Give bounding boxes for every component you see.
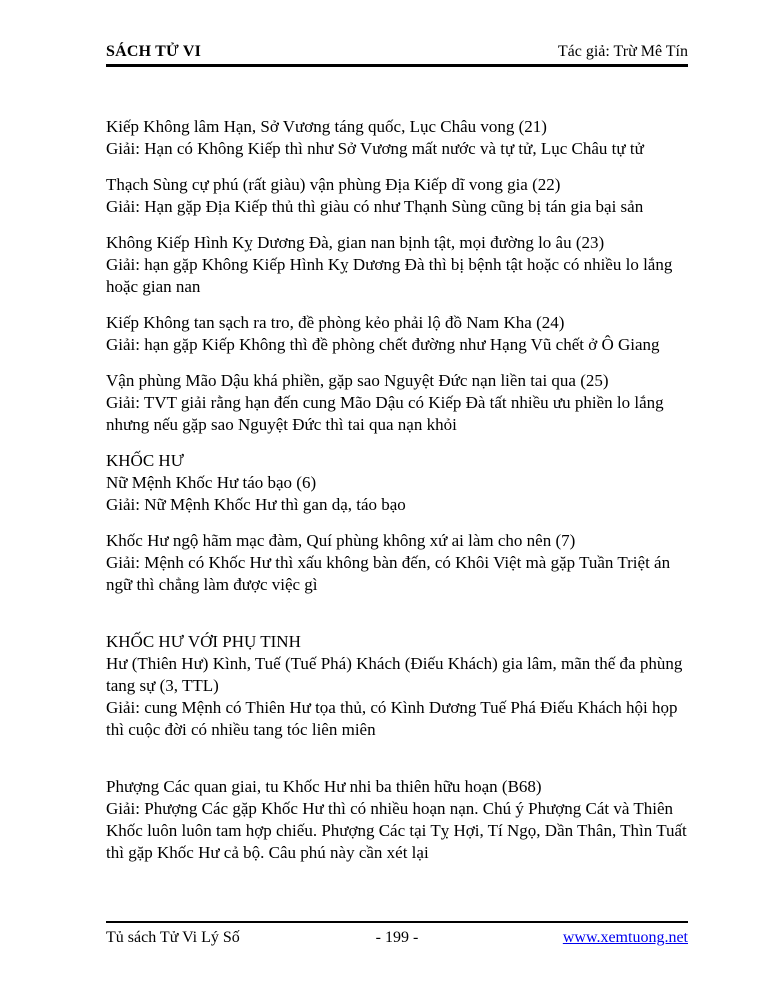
- verse-block: [106, 174, 688, 218]
- explanation-line: Giải: hạn gặp Không Kiếp Hình Kỵ Dương Đà thì bị bệnh tật hoặc có nhiều lo lắng hoặc gian nan: [106, 255, 673, 296]
- author-credit: Tác giả: Trừ Mê Tín: [557, 43, 688, 60]
- verse-block: [106, 370, 688, 436]
- section-khoc-hu-voi-phu-tinh: [106, 631, 688, 741]
- explanation-line: Giải: Mệnh có Khốc Hư thì xấu không bàn đến, có Khôi Việt mà gặp Tuần Triệt án ngữ thì chẳng làm được việc gì: [106, 553, 671, 594]
- explanation-line: Giải: Phượng Các gặp Khốc Hư thì có nhiều hoạn nạn. Chú ý Phượng Cát và Thiên Khốc luôn luôn tam hợp chiếu. Phượng Các tại Tỵ Hợi, Tí Ngọ, Dần Thân, Thìn Tuất thì gặp Khốc Hư cả bộ. Câu phú này cần xét lại: [106, 799, 687, 862]
- verse-line: Không Kiếp Hình Kỵ Dương Đà, gian nan bịnh tật, mọi đường lo âu (23): [106, 233, 605, 252]
- verse-block: [106, 232, 688, 298]
- verse-line: Thạch Sùng cự phú (rất giàu) vận phùng Địa Kiếp dĩ vong gia (22): [106, 175, 561, 194]
- verse-block: [106, 312, 688, 356]
- header-rule: [106, 64, 688, 67]
- explanation-line: Giải: Hạn có Không Kiếp thì như Sở Vương mất nước và tự tử, Lục Châu tự tử: [106, 139, 644, 158]
- verse-line: Vận phùng Mão Dậu khá phiền, gặp sao Nguyệt Đức nạn liền tai qua (25): [106, 371, 609, 390]
- section-heading: KHỐC HƯ VỚI PHỤ TINH: [106, 632, 301, 651]
- verse-line: Kiếp Không lâm Hạn, Sở Vương táng quốc, Lục Châu vong (21): [106, 117, 547, 136]
- verse-block: [106, 530, 688, 596]
- section-heading: KHỐC HƯ: [106, 451, 184, 470]
- website-link[interactable]: www.xemtuong.net: [562, 929, 688, 946]
- page-number: - 199 -: [375, 929, 419, 946]
- verse-line: Hư (Thiên Hư) Kình, Tuế (Tuế Phá) Khách (Điếu Khách) gia lâm, mãn thế đa phùng tang sự (3, TTL): [106, 654, 683, 695]
- explanation-line: Giải: Nữ Mệnh Khốc Hư thì gan dạ, táo bạo: [106, 495, 406, 514]
- explanation-line: Giải: cung Mệnh có Thiên Hư tọa thủ, có Kình Dương Tuế Phá Điếu Khách hội họp thì cuộc đời có nhiều tang tóc liên miên: [106, 698, 678, 739]
- verse-line: Kiếp Không tan sạch ra tro, đề phòng kẻo phải lộ đồ Nam Kha (24): [106, 313, 565, 332]
- explanation-line: Giải: TVT giải rằng hạn đến cung Mão Dậu có Kiếp Đà tất nhiều ưu phiền lo lắng nhưng nếu gặp sao Nguyệt Đức thì tai qua nạn khỏi: [106, 393, 664, 434]
- page-header: [106, 42, 688, 67]
- series-title: Tủ sách Tử Vi Lý Số: [106, 929, 240, 946]
- verse-line: Nữ Mệnh Khốc Hư táo bạo (6): [106, 473, 317, 492]
- verse-line: Phượng Các quan giai, tu Khốc Hư nhi ba thiên hữu hoạn (B68): [106, 777, 542, 796]
- explanation-line: Giải: Hạn gặp Địa Kiếp thủ thì giàu có như Thạnh Sùng cũng bị tán gia bại sản: [106, 197, 644, 216]
- section-khoc-hu: [106, 450, 688, 516]
- verse-block: [106, 116, 688, 160]
- page-body: [106, 116, 688, 864]
- verse-block: [106, 776, 688, 864]
- explanation-line: Giải: hạn gặp Kiếp Không thì đề phòng chết đường như Hạng Vũ chết ở Ô Giang: [106, 335, 660, 354]
- verse-line: Khốc Hư ngộ hãm mạc đàm, Quí phùng không xứ ai làm cho nên (7): [106, 531, 576, 550]
- book-title: SÁCH TỬ VI: [106, 43, 202, 60]
- footer-rule: [106, 921, 688, 923]
- page-footer: [106, 921, 688, 948]
